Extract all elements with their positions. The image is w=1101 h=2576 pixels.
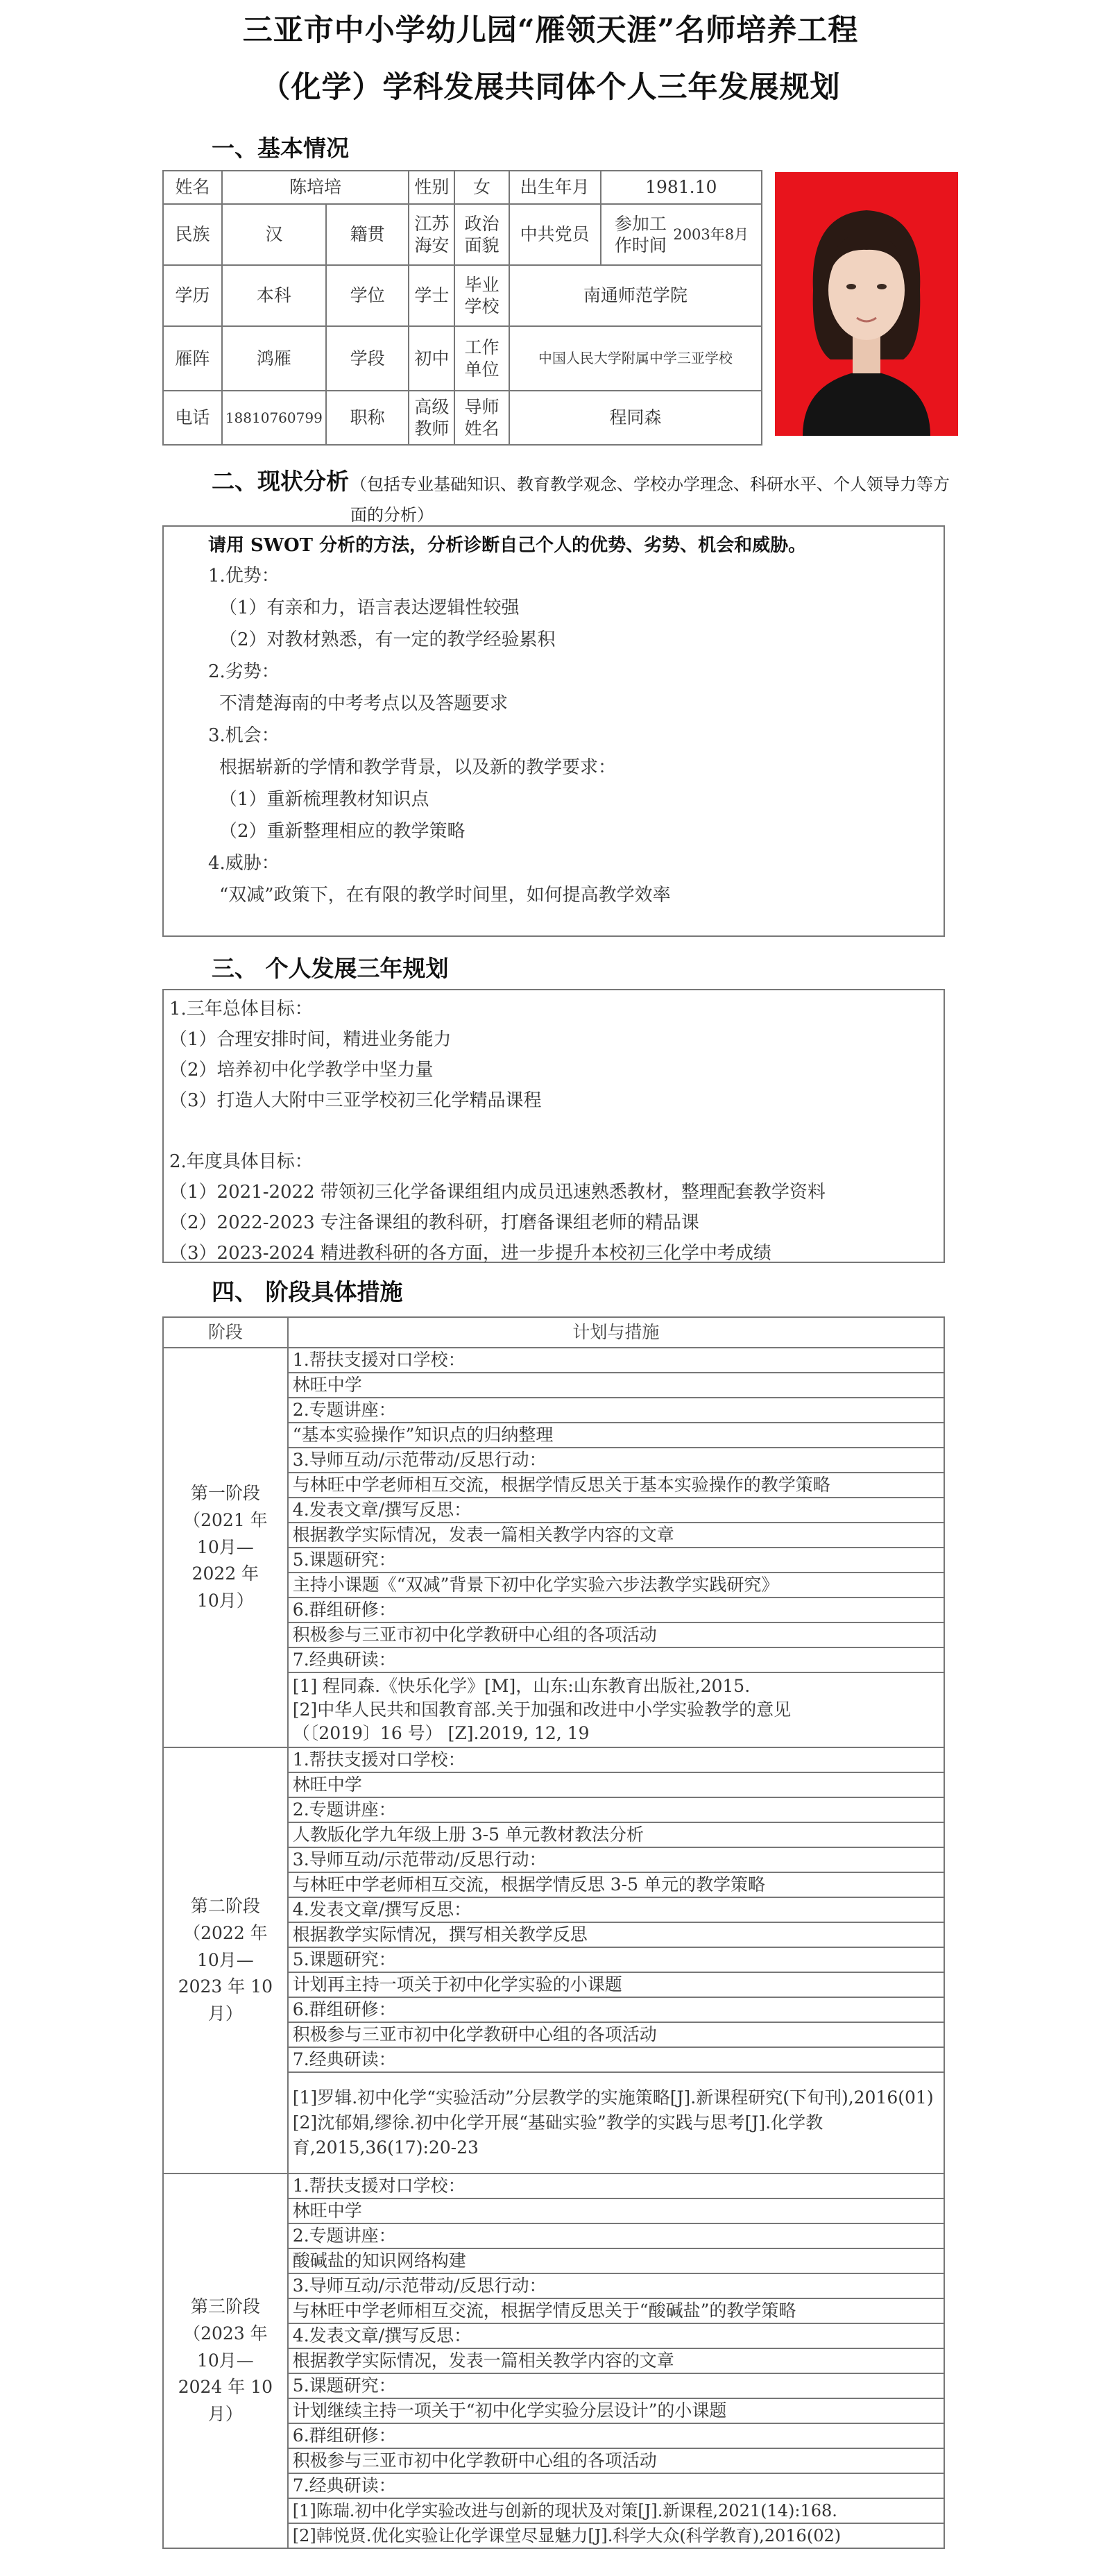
school-label: 毕业学校: [454, 265, 509, 326]
section2-note: （包括专业基础知识、教育教学观念、学校办学理念、科研水平、个人领导力等方面的分析）: [350, 475, 950, 525]
table-row: 7.经典研读：: [288, 2047, 944, 2072]
section2-heading: 二、现状分析: [212, 468, 349, 495]
table-row: 2.专题讲座：: [288, 1797, 944, 1822]
workstart-cell: [601, 204, 762, 265]
table-row: 与林旺中学老师相互交流，根据学情反思关于“酸碱盐”的教学策略: [288, 2298, 944, 2323]
native-label: 籍贯: [326, 204, 409, 265]
table-row: [1]罗辑.初中化学“实验活动”分层教学的实施策略[J].新课程研究(下旬刊),2016(01) [2]沈郁娟,缪徐.初中化学开展“基础实验”教学的实践与思考[J].化学教育,2015,36(17):20-23: [288, 2072, 944, 2174]
table-row: [2]韩悦贤.优化实验让化学课堂尽显魅力[J].科学大众(科学教育),2016(02): [288, 2523, 944, 2548]
table-row: “基本实验操作”知识点的归纳整理: [288, 1423, 944, 1448]
table-row: 3.导师互动/示范带动/反思行动：: [288, 2273, 944, 2298]
table-row: 2.专题讲座：: [288, 1398, 944, 1423]
unit-label: 工作单位: [454, 326, 509, 391]
table-row: 4.发表文章/撰写反思：: [288, 1498, 944, 1523]
swot-weakness-1: 不清楚海南的中考考点以及答题要求: [219, 693, 509, 714]
swot-strength-1: （1）有亲和力，语言表达逻辑性较强: [219, 598, 520, 618]
stage-1-name-5: 10月）: [196, 1591, 254, 1611]
degree-value: 学士: [409, 265, 454, 326]
col-plan-header: 计划与措施: [288, 1317, 944, 1348]
phone-value: 18810760799: [222, 391, 326, 445]
plan-overall-1: （1）合理安排时间，精进业务能力: [169, 1029, 452, 1050]
doc-title-line1: 三亚市中小学幼儿园“雁领天涯”名师培养工程: [242, 13, 859, 48]
stage-3-cell: [163, 2174, 288, 2548]
swot-threat-1: “双减”政策下，在有限的教学时间里，如何提高教学效率: [219, 885, 671, 906]
table-row: 酸碱盐的知识网络构建: [288, 2248, 944, 2273]
table-row: 人教版化学九年级上册 3-5 单元教材教法分析: [288, 1822, 944, 1847]
swot-opportunity-title: 3.机会：: [208, 725, 280, 746]
swot-strength-title: 1.优势：: [208, 566, 280, 586]
table-row: 1.帮扶支援对口学校：: [288, 2174, 944, 2198]
table-row: 根据教学实际情况，撰写相关教学反思: [288, 1922, 944, 1947]
team-label: 雁阵: [163, 326, 222, 391]
doc-title-line2: （化学）学科发展共同体个人三年发展规划: [260, 70, 841, 105]
section3-heading: 三、 个人发展三年规划: [212, 955, 449, 982]
stage-3-name-5: 月）: [207, 2404, 243, 2425]
workstart-value: 2003年8月: [673, 226, 749, 243]
swot-opportunity-2: （2）重新整理相应的教学策略: [219, 821, 466, 842]
swot-opportunity-1: （1）重新梳理教材知识点: [219, 789, 429, 810]
table-row: 5.课题研究：: [288, 2373, 944, 2398]
table-row: 林旺中学: [288, 1373, 944, 1398]
stage-3-name-4: 2024 年 10: [178, 2377, 273, 2398]
stage-1-cell: [163, 1348, 288, 1747]
birth-value: 1981.10: [601, 171, 762, 204]
section-label: 学段: [326, 326, 409, 391]
school-value: 南通师范学院: [509, 265, 762, 326]
table-row: 积极参与三亚市初中化学教研中心组的各项活动: [288, 1622, 944, 1647]
table-row: [1]陈瑞.初中化学实验改进与创新的现状及对策[J].新课程,2021(14):168.: [288, 2498, 944, 2523]
table-row: 6.群组研修：: [288, 1997, 944, 2022]
gender-label: 性别: [409, 171, 454, 204]
table-row: 根据教学实际情况，发表一篇相关教学内容的文章: [288, 2348, 944, 2373]
stage-3-name-3: 10月—: [196, 2350, 254, 2371]
table-row: 计划再主持一项关于初中化学实验的小课题: [288, 1972, 944, 1997]
political-value: 中共党员: [509, 204, 601, 265]
plan-annual-title: 2.年度具体目标：: [169, 1151, 313, 1172]
mentor-label: 导师姓名: [454, 391, 509, 445]
team-value: 鸿雁: [222, 326, 326, 391]
plan-overall-2: （2）培养初中化学教学中坚力量: [169, 1060, 434, 1081]
table-row: 5.课题研究：: [288, 1947, 944, 1972]
stage-2-name-4: 2023 年 10: [178, 1976, 273, 1997]
unit-value: 中国人民大学附属中学三亚学校: [509, 326, 762, 391]
stage-2-cell: [163, 1747, 288, 2174]
table-row: 5.课题研究：: [288, 1548, 944, 1573]
table-row: 积极参与三亚市初中化学教研中心组的各项活动: [288, 2448, 944, 2473]
table-row: 计划继续主持一项关于“初中化学实验分层设计”的小课题: [288, 2398, 944, 2423]
stage-2-name-5: 月）: [207, 2003, 243, 2024]
swot-weakness-title: 2.劣势：: [208, 661, 280, 682]
stage-plan-table: [162, 1316, 945, 2549]
person-illustration: [775, 172, 958, 436]
native-value: 江苏海安: [409, 204, 454, 265]
table-row: 与林旺中学老师相互交流，根据学情反思 3-5 单元的教学策略: [288, 1872, 944, 1897]
table-row: 7.经典研读：: [288, 1647, 944, 1672]
section-value: 初中: [409, 326, 454, 391]
three-year-plan-box: [162, 989, 945, 1263]
plan-annual-3: （3）2023-2024 精进教科研的各方面，进一步提升本校初三化学中考成绩: [169, 1243, 771, 1264]
name-value: 陈培培: [222, 171, 409, 204]
stage-3-name-1: 第三阶段: [190, 2296, 260, 2317]
table-row: 4.发表文章/撰写反思：: [288, 2323, 944, 2348]
birth-label: 出生年月: [509, 171, 601, 204]
mentor-value: 程同森: [509, 391, 762, 445]
table-row: 7.经典研读：: [288, 2473, 944, 2498]
table-row: 6.群组研修：: [288, 2423, 944, 2448]
swot-threat-title: 4.威胁：: [208, 853, 280, 874]
table-row: 林旺中学: [288, 2198, 944, 2223]
ethnic-value: 汉: [222, 204, 326, 265]
stage-1-name-4: 2022 年: [191, 1564, 259, 1584]
phone-label: 电话: [163, 391, 222, 445]
stage-2-name-1: 第二阶段: [190, 1896, 260, 1917]
stage-1-name-1: 第一阶段: [190, 1483, 260, 1504]
gender-value: 女: [454, 171, 509, 204]
basic-info-table: [162, 170, 762, 446]
table-row: 6.群组研修：: [288, 1598, 944, 1622]
edu-value: 本科: [222, 265, 326, 326]
stage-2-name-3: 10月—: [196, 1949, 254, 1970]
title-value: 高级教师: [409, 391, 454, 445]
section1-heading: 一、基本情况: [212, 135, 349, 162]
table-row: [1] 程同森.《快乐化学》[M]，山东:山东教育出版社,2015. [2]中华人民共和国教育部.关于加强和改进中小学实验教学的意见 （〔2019〕16 号） [Z].2019, 12, 19: [288, 1672, 944, 1747]
plan-annual-1: （1）2021-2022 带领初三化学备课组组内成员迅速熟悉教材，整理配套教学资料: [169, 1182, 826, 1203]
plan-annual-2: （2）2022-2023 专注备课组的教科研，打磨备课组老师的精品课: [169, 1212, 699, 1233]
table-row: 3.导师互动/示范带动/反思行动：: [288, 1847, 944, 1872]
section4-heading: 四、 阶段具体措施: [212, 1278, 403, 1305]
swot-opportunity-intro: 根据崭新的学情和教学背景，以及新的教学要求：: [219, 757, 617, 778]
workstart-label: 参加工作时间: [614, 213, 667, 255]
table-row: 1.帮扶支援对口学校：: [288, 1747, 944, 1772]
section2-heading-row: [212, 464, 349, 496]
stage-1-name-2: （2021 年: [183, 1509, 268, 1530]
table-row: 积极参与三亚市初中化学教研中心组的各项活动: [288, 2022, 944, 2047]
table-row: 主持小课题《“双减”背景下初中化学实验六步法教学实践研究》: [288, 1573, 944, 1598]
swot-intro: 请用 SWOT 分析的方法，分析诊断自己个人的优势、劣势、机会和威胁。: [208, 535, 807, 556]
plan-overall-title: 1.三年总体目标：: [169, 999, 313, 1019]
profile-photo: [775, 172, 958, 436]
table-row: 根据教学实际情况，发表一篇相关教学内容的文章: [288, 1523, 944, 1548]
table-row: 与林旺中学老师相互交流，根据学情反思关于基本实验操作的教学策略: [288, 1473, 944, 1498]
swot-strength-2: （2）对教材熟悉，有一定的教学经验累积: [219, 629, 556, 650]
stage-1-name-3: 10月—: [196, 1536, 254, 1557]
table-row: 林旺中学: [288, 1772, 944, 1797]
title-label: 职称: [326, 391, 409, 445]
table-row: 2.专题讲座：: [288, 2223, 944, 2248]
table-row: 1.帮扶支援对口学校：: [288, 1348, 944, 1373]
name-label: 姓名: [163, 171, 222, 204]
degree-label: 学位: [326, 265, 409, 326]
stage-3-name-2: （2023 年: [183, 2323, 268, 2344]
table-row: 4.发表文章/撰写反思：: [288, 1897, 944, 1922]
edu-label: 学历: [163, 265, 222, 326]
table-row: 3.导师互动/示范带动/反思行动：: [288, 1448, 944, 1473]
ethnic-label: 民族: [163, 204, 222, 265]
stage-2-name-2: （2022 年: [183, 1922, 268, 1943]
plan-overall-3: （3）打造人大附中三亚学校初三化学精品课程: [169, 1090, 542, 1111]
col-stage-header: 阶段: [163, 1317, 288, 1348]
swot-box: [162, 525, 945, 937]
political-label: 政治面貌: [454, 204, 509, 265]
